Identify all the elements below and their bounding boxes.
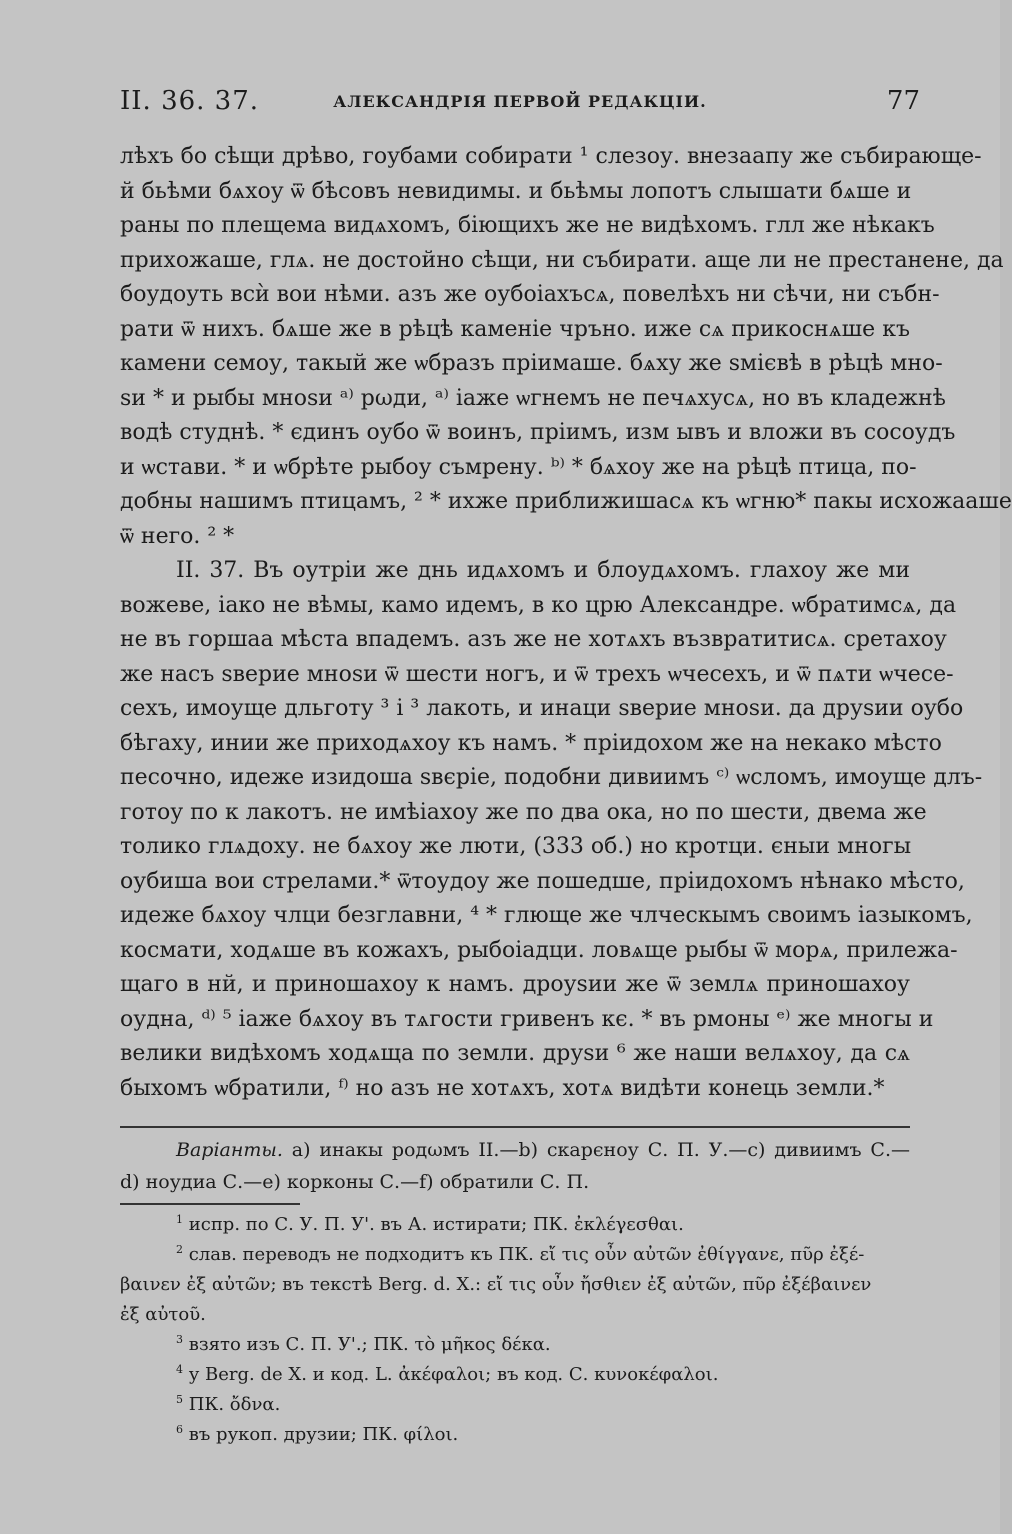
footnote-text: ПК. ὄδνα.: [188, 1394, 281, 1415]
footnote: [120, 1240, 910, 1270]
variants-line: [120, 1134, 910, 1166]
text-line: космати, ходѧше въ кожахъ, рыбоіадци. ловѧще рыбы ѿ морѧ, прилежа-: [120, 937, 958, 963]
text-line: прихожаше, глѧ. не достойно сѣщи, ни събирати. аще ли не престанене, да: [120, 247, 1004, 273]
text-line: не въ горшаа мѣста впадемъ. азъ же не хотѧхъ възвратитисѧ. сретахоу: [120, 627, 947, 652]
variants-label: Варіанты.: [176, 1139, 283, 1161]
text-line: й бьѣми бѧхоу ѿ бѣсовъ невидимы. и бьѣмы лопотъ слышати бѧше и: [120, 178, 912, 204]
footnote-text: слав. переводъ не подходитъ къ ПК. εἴ τις οὖν αὐτῶν ἐθίγγανε, πῦρ ἐξέ-: [188, 1244, 865, 1265]
footnote: [120, 1360, 910, 1390]
text-line: ѕи * и рыбы мноѕи ᵃ⁾ рωди, ᵃ⁾ іаже ѡгнемъ не печѧхусѧ, но въ кладежнѣ: [120, 385, 946, 411]
text-line: песочно, идеже изидоша ѕвєріе, подобни дивиимъ ᶜ⁾ ѡсломъ, имоуще длъ-: [120, 765, 983, 790]
text-line: оубиша вои стрелами.* ѿтоудоу же пошедше, пріидохомъ нѣнако мѣсто,: [120, 868, 965, 894]
variants-line: d) ноудиа С.—e) корконы С.—f) обратили С. П.: [120, 1171, 590, 1193]
text-line: раны по плещема видѧхомъ, біющихъ же не видѣхомъ. глл же нѣкакъ: [120, 213, 935, 238]
footnote-mark: 6: [176, 1423, 183, 1436]
footnote-mark: 5: [176, 1393, 183, 1406]
footnote: [120, 1420, 910, 1450]
footnote: [120, 1210, 910, 1240]
footnote: [120, 1390, 910, 1420]
footnote-mark: 2: [176, 1243, 183, 1256]
footnote-continuation: ἐξ αὐτοῦ.: [120, 1304, 206, 1325]
footnotes: [120, 1210, 910, 1450]
text-line: ѿ него. ² *: [120, 523, 235, 549]
footnote-text: испр. по С. У. П. У'. въ А. истирати; ПК. ἐκλέγεσθαι.: [188, 1214, 684, 1235]
text-line: готоу по к лакотъ. не имѣіахоу же по два ока, но по шести, двема же: [120, 799, 927, 825]
footnote-mark: 3: [176, 1333, 183, 1346]
text-line: камени семоу, такый же ѡбразъ пріимаше. бѧху же ѕмієвѣ в рѣцѣ мно-: [120, 351, 943, 376]
running-title: АЛЕКСАНДРІЯ ПЕРВОЙ РЕДАКЦІИ.: [333, 92, 707, 111]
footnote-text: у Berg. de X. и код. L. ἀκέφαλοι; въ код. С. κυνοκέφαλοι.: [188, 1364, 719, 1385]
text-line: сехъ, имоуще дльготу ³ і ³ лакоть, и инаци ѕверие мноѕи. да друѕии оубо: [120, 696, 964, 721]
text-line: рати ѿ нихъ. бѧше же в рѣцѣ каменіе чръно. иже сѧ прикоснѧше къ: [120, 316, 910, 342]
text-line: боудоуть всѝ вои нѣми. азъ же оубоіахъсѧ, повелѣхъ ни сѣчи, ни събн-: [120, 282, 940, 307]
footnote: [120, 1330, 910, 1360]
text-line: идеже бѧхоу члци безглавни, ⁴ * глюще же члческымъ своимъ іазыкомъ,: [120, 903, 973, 928]
text-line: щаго в нй, и приношахоу к намъ. дроуѕии же ѿ землѧ приношахоу: [120, 972, 910, 997]
text-line: оудна, ᵈ⁾ ⁵ іаже бѧхоу въ тѧгости гривенъ кє. * въ рмоны ᵉ⁾ же многы и: [120, 1006, 934, 1032]
footnotes-divider: [120, 1203, 300, 1205]
text-line: велики видѣхомъ ходѧща по земли. друѕи ⁶ же наши велѧхоу, да сѧ: [120, 1041, 910, 1066]
main-text: [120, 140, 1012, 1106]
footnote-continuation: βαινεν ἐξ αὐτῶν; въ текстѣ Berg. d. X.: εἴ τις οὖν ἤσθιεν ἐξ αὐτῶν, πῦρ ἐξέβαινεν: [120, 1274, 872, 1295]
footnote-text: взято изъ С. П. У'.; ПК. τὸ μῆκος δέκα.: [188, 1334, 551, 1355]
section-start-line: II. 37. Въ оутріи же днь идѧхомъ и блоудѧхомъ. глахоу же ми: [176, 558, 910, 583]
text-line: водѣ студнѣ. * єдинъ оубо ѿ воинъ, пріимъ, изм ывъ и вложи въ сосоудъ: [120, 420, 956, 445]
section-reference: II. 36. 37.: [120, 86, 260, 116]
text-line: толико глѧдоху. не бѧхоу же люти, (333 об.) но кротци. єныи многы: [120, 834, 912, 859]
text-line: и ѡстави. * и ѡбрѣте рыбоу съмрену. ᵇ⁾ * бѧхоу же на рѣцѣ птица, по-: [120, 454, 917, 480]
footnote-mark: 1: [176, 1213, 183, 1226]
text-line: вожеве, іако не вѣмы, камо идемъ, в ко црю Александре. ѡбратимсѧ, да: [120, 592, 957, 618]
text-line: бѣгаху, инии же приходѧхоу къ намъ. * пріидохом же на некако мѣсто: [120, 730, 942, 756]
text-line: быхомъ ѡбратили, ᶠ⁾ но азъ не хотѧхъ, хотѧ видѣти конець земли.*: [120, 1075, 885, 1101]
footnote-mark: 4: [176, 1363, 183, 1376]
footnote-text: въ рукоп. друзии; ПК. φίλοι.: [188, 1424, 459, 1445]
variants-divider: [120, 1126, 910, 1128]
running-header: [120, 86, 920, 122]
variants-text: a) инакы родωмъ II.—b) скарєноу С. П. У.—c) дивиимъ С.—: [291, 1139, 910, 1161]
variants-block: [120, 1134, 910, 1198]
text-line: лѣхъ бо сѣщи дрѣво, гоубами собирати ¹ слезоу. внезаапу же събирающе-: [120, 144, 982, 169]
page-number: 77: [886, 86, 920, 116]
text-line: добны нашимъ птицамъ, ² * ихже приближишасѧ къ ѡгню* пакы исхожааше: [120, 489, 1012, 514]
text-line: же насъ ѕверие мноѕи ѿ шести ногъ, и ѿ трехъ ѡчесехъ, и ѿ пѧти ѡчесе-: [120, 661, 954, 687]
